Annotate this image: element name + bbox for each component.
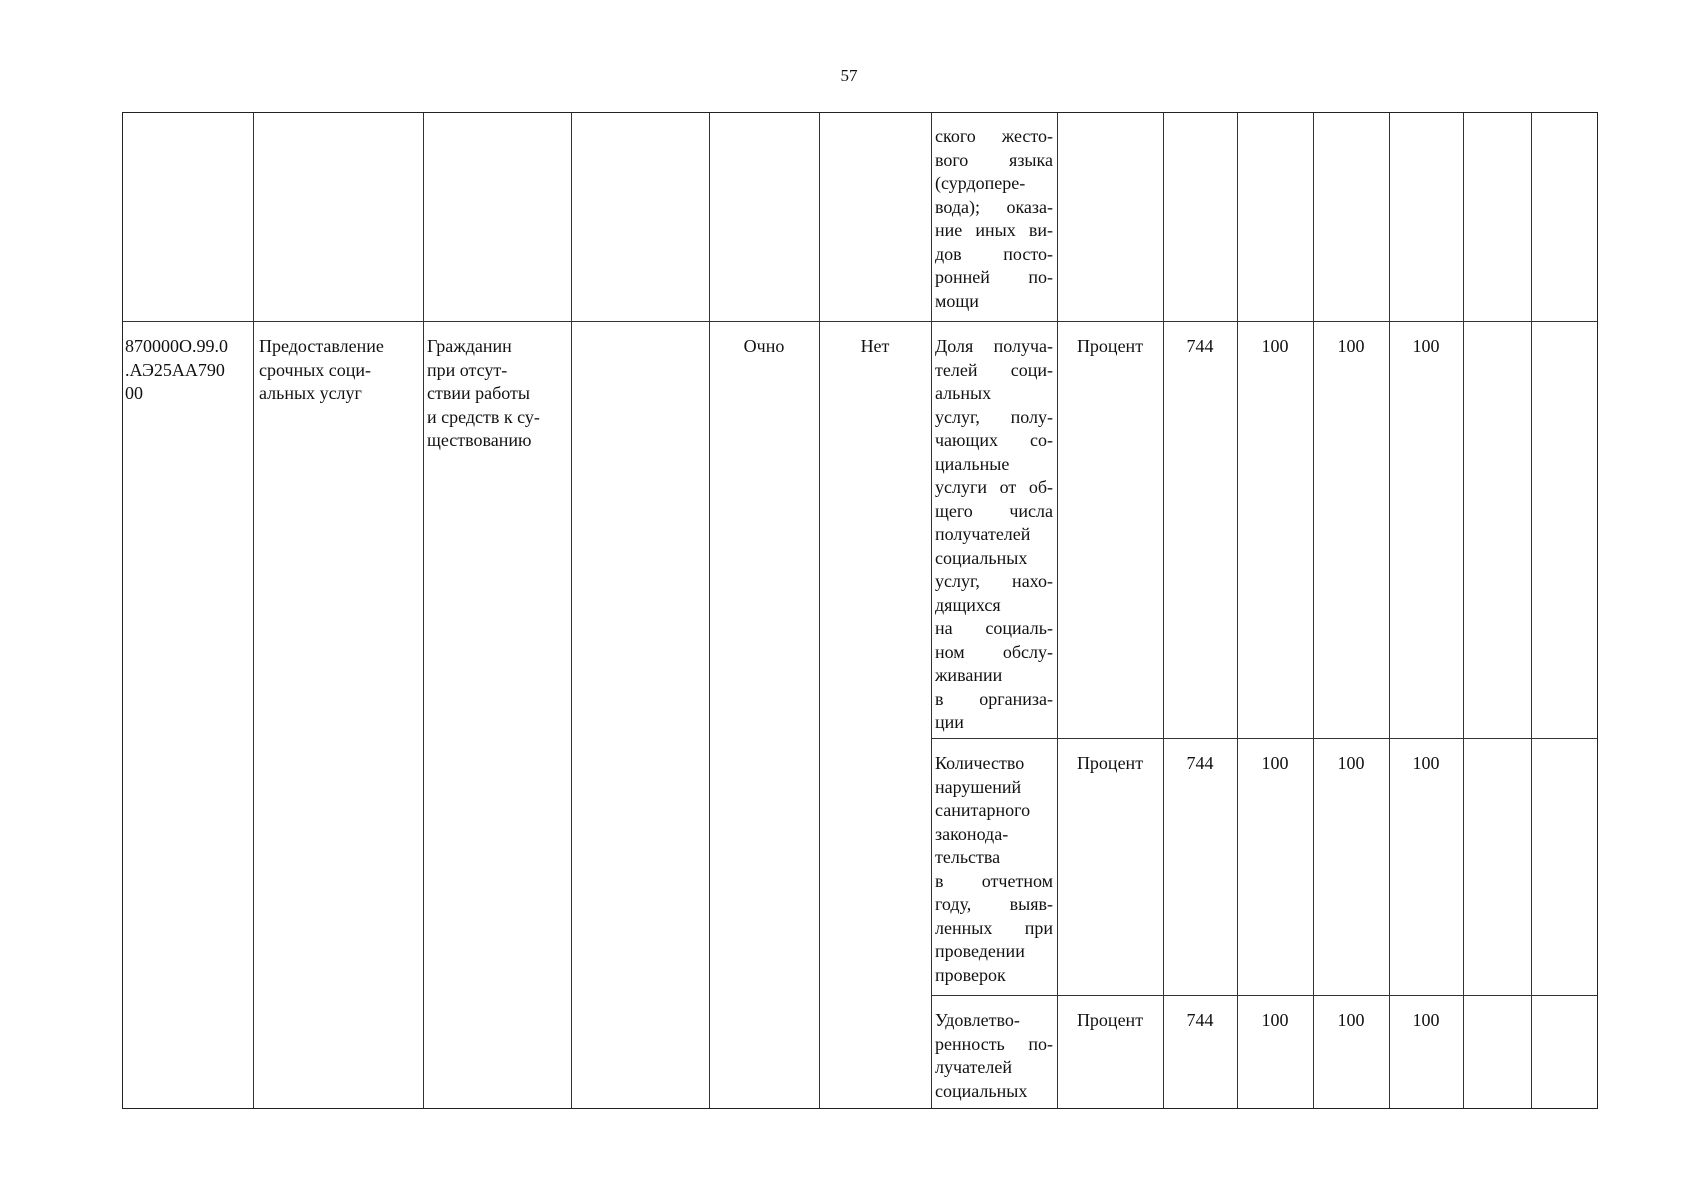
col-divider [1463, 113, 1464, 1108]
indicator-value: 100 [1261, 753, 1289, 773]
col-divider [571, 113, 572, 1108]
indicator-okei: 744 [1186, 1010, 1214, 1030]
indicator-value: 100 [1337, 336, 1365, 356]
col-divider [709, 113, 710, 1108]
indicator-value: 100 [1412, 1010, 1440, 1030]
col-divider [1057, 113, 1058, 1108]
indicator-value: 100 [1412, 336, 1440, 356]
indicator-unit: Процент [1076, 1010, 1144, 1030]
indicator-value: 100 [1261, 336, 1289, 356]
indicator-okei: 744 [1186, 336, 1214, 356]
col-divider [423, 113, 424, 1108]
col-divider [253, 113, 254, 1108]
service-name: Предоставление срочных соци- альных услуг [259, 336, 384, 403]
row-divider [931, 738, 1597, 739]
col-divider [1237, 113, 1238, 1108]
indicator-name: Количество нарушений санитарного законода- тельства в отчетном году, выяв- ленных при проведении проверок [935, 753, 1053, 985]
row-divider [931, 995, 1597, 996]
indicator-name: Доля получа- телей соци- альных услуг, полу- чающих со- циальные услуги от об- щего числа получателей социальных услуг, нахо- дящихся на социаль- ном обслу- живании в организа- ции [935, 336, 1053, 732]
indicator-value: 100 [1337, 1010, 1365, 1030]
indicator-value: 100 [1412, 753, 1440, 773]
service-flag: Нет [860, 336, 890, 356]
col-divider [931, 113, 932, 1108]
col-divider [1163, 113, 1164, 1108]
col-divider [1313, 113, 1314, 1108]
indicator-value: 100 [1261, 1010, 1289, 1030]
col-divider [1531, 113, 1532, 1108]
col-divider [819, 113, 820, 1108]
indicator-unit: Процент [1076, 753, 1144, 773]
col-divider [1389, 113, 1390, 1108]
indicator-name: Удовлетво- ренность по- лучателей социальных [935, 1010, 1053, 1101]
indicators-table [122, 112, 1598, 1109]
indicator-okei: 744 [1186, 753, 1214, 773]
indicator-value: 100 [1337, 753, 1365, 773]
recipient-category: Гражданин при отсут- ствии работы и средств к су- ществованию [427, 336, 540, 450]
top-row-description: ского жесто- вого языка (сурдопере- вода); оказа- ние иных ви- дов посто- ронней по- мощи [935, 126, 1053, 311]
row-divider [123, 321, 1597, 322]
service-code: 870000О.99.0 .АЭ25АА790 00 [125, 336, 228, 403]
indicator-unit: Процент [1076, 336, 1144, 356]
page-number: 57 [840, 66, 858, 85]
service-form: Очно [743, 336, 785, 356]
